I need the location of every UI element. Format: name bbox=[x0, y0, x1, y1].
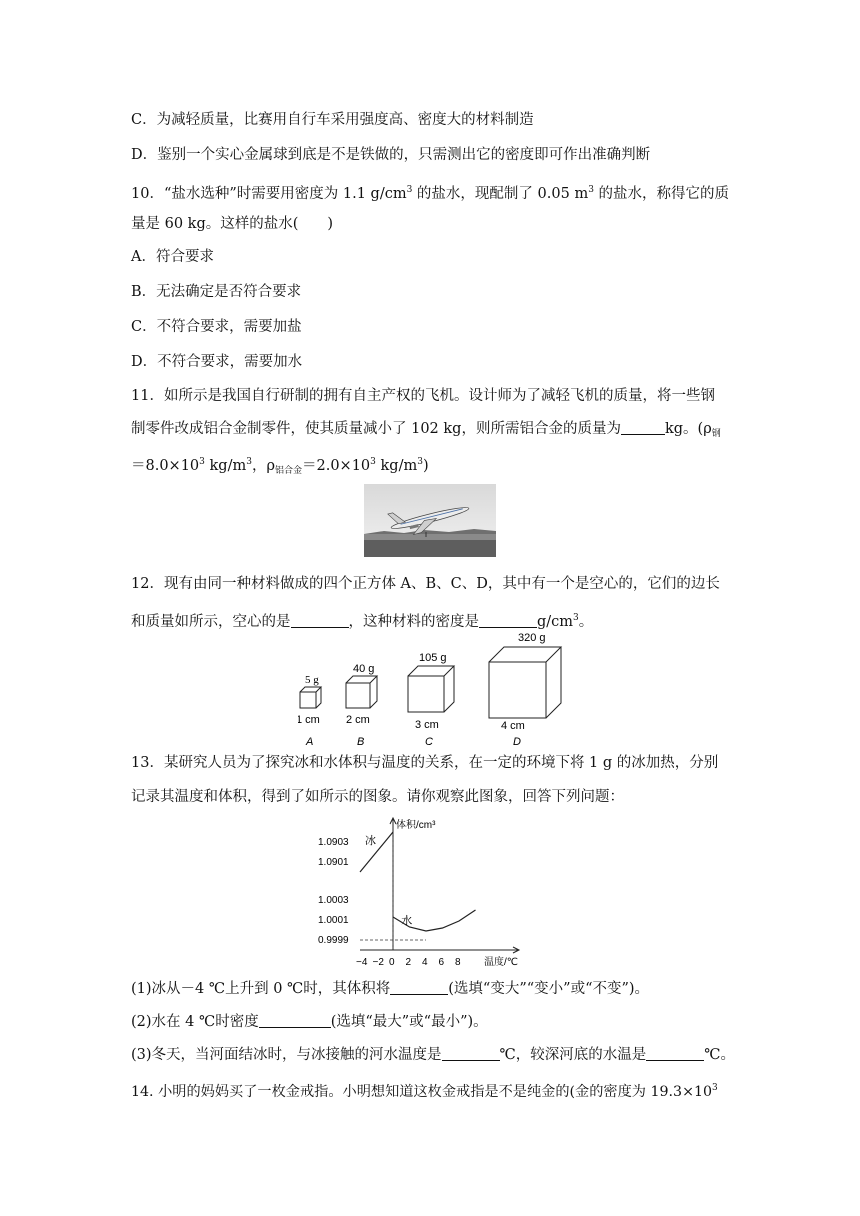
cube-a-mass: 5 g bbox=[305, 674, 319, 686]
q10-option-d: D．不符合要求，需要加水 bbox=[131, 354, 303, 370]
q11-text-g: kg/m bbox=[375, 458, 418, 474]
superscript: 3 bbox=[573, 613, 579, 623]
x-tick-label: 6 bbox=[438, 957, 445, 968]
answer-blank[interactable] bbox=[259, 1013, 331, 1028]
x-tick-label: 2 bbox=[405, 957, 412, 968]
x-tick-label: 0 bbox=[389, 957, 395, 968]
q11-stem-line1: 11．如所示是我国自行研制的拥有自主产权的飞机。设计师为了减轻飞机的质量，将一些钢 bbox=[131, 388, 715, 404]
ice-series-label: 冰 bbox=[364, 835, 376, 847]
cube-c-letter: C bbox=[425, 736, 433, 748]
q13-sub2-a: (2)水在 4 ℃时密度 bbox=[131, 1014, 259, 1030]
q11-text-d: kg/m bbox=[204, 458, 247, 474]
subscript: 钢 bbox=[711, 429, 721, 439]
y-tick-label: 1.0001 bbox=[318, 915, 349, 926]
q13-sub3-a: (3)冬天，当河面结冰时，与冰接触的河水温度是 bbox=[131, 1047, 442, 1063]
q9-option-c: C．为减轻质量，比赛用自行车采用强度高、密度大的材料制造 bbox=[131, 112, 534, 128]
cube-b-mass: 40 g bbox=[353, 663, 375, 675]
superscript: 3 bbox=[712, 1083, 718, 1093]
q13-sub1-b: (选填“变大”“变小”或“不变”)。 bbox=[448, 981, 650, 997]
y-tick-label: 1.0901 bbox=[318, 857, 349, 868]
q12-text-a: 和质量如所示，空心的是 bbox=[131, 614, 291, 630]
q12-text-b: ，这种材料的密度是 bbox=[348, 614, 479, 630]
q13-sub3 bbox=[131, 1045, 735, 1065]
q11-text-f: ＝2.0×10 bbox=[302, 458, 371, 474]
q13-sub1-a: (1)冰从－4 ℃上升到 0 ℃时，其体积将 bbox=[131, 981, 391, 997]
subscript: 铝合金 bbox=[274, 466, 302, 476]
q11-text-a: 制零件改成铝合金制零件，使其质量减小了 102 kg，则所需铝合金的质量为 bbox=[131, 421, 621, 437]
cube-b bbox=[346, 663, 377, 748]
cube-c-mass: 105 g bbox=[419, 652, 447, 664]
q10-stem-line2: 量是 60 kg。这样的盐水( ) bbox=[131, 216, 334, 232]
superscript: 3 bbox=[417, 457, 423, 467]
cubes-figure bbox=[298, 628, 576, 750]
superscript: 3 bbox=[370, 457, 376, 467]
x-tick-label: −2 bbox=[372, 957, 384, 968]
superscript: 3 bbox=[246, 457, 252, 467]
q11-text-c: ＝8.0×10 bbox=[131, 458, 200, 474]
volume-temperature-chart bbox=[318, 812, 534, 968]
answer-blank[interactable] bbox=[621, 420, 665, 435]
superscript: 3 bbox=[199, 457, 205, 467]
x-tick-label: −4 bbox=[356, 957, 368, 968]
q12-text-d: 。 bbox=[578, 614, 594, 630]
q13-stem-line1: 13．某研究人员为了探究冰和水体积与温度的关系，在一定的环境下将 1 g 的冰加热，分别 bbox=[131, 755, 719, 771]
q11-stem-line2 bbox=[131, 419, 721, 444]
answer-blank[interactable] bbox=[390, 980, 448, 995]
superscript: 3 bbox=[406, 185, 413, 195]
q10-option-b: B．无法确定是否符合要求 bbox=[131, 284, 302, 300]
y-tick-label: 0.9999 bbox=[318, 935, 349, 946]
cube-b-edge: 2 cm bbox=[346, 714, 370, 726]
answer-blank[interactable] bbox=[479, 613, 537, 628]
q13-sub3-c: ℃。 bbox=[704, 1047, 736, 1063]
answer-blank[interactable] bbox=[646, 1046, 704, 1061]
cube-d-edge: 4 cm bbox=[501, 720, 525, 732]
cube-a-letter: A bbox=[306, 736, 314, 748]
q10-text-a: 10．“盐水选种”时需要用密度为 1.1 g/cm bbox=[131, 186, 407, 202]
q10-text-b: 的盐水，现配制了 0.05 m bbox=[412, 186, 589, 202]
water-series-label: 水 bbox=[401, 915, 413, 927]
cube-d bbox=[489, 632, 561, 748]
airplane-photo bbox=[364, 484, 496, 557]
q10-option-c: C．不符合要求，需要加盐 bbox=[131, 319, 302, 335]
y-axis-label: 体积/cm³ bbox=[396, 820, 436, 831]
superscript: 3 bbox=[588, 185, 594, 195]
q12-stem-line1: 12．现有由同一种材料做成的四个正方体 A、B、C、D，其中有一个是空心的，它们的边长 bbox=[131, 576, 720, 592]
x-tick-label: 4 bbox=[422, 957, 428, 968]
q13-sub2 bbox=[131, 1012, 488, 1032]
q13-sub1 bbox=[131, 979, 649, 999]
q14-text: 14. 小明的妈妈买了一枚金戒指。小明想知道这枚金戒指是不是纯金的(金的密度为 19.3×10 bbox=[131, 1084, 713, 1100]
cube-d-letter: D bbox=[513, 736, 521, 748]
q14-stem-line1 bbox=[131, 1078, 718, 1102]
y-tick-label: 1.0003 bbox=[318, 895, 349, 906]
answer-blank[interactable] bbox=[291, 613, 349, 628]
q11-text-h: ) bbox=[422, 458, 429, 474]
q13-sub2-b: (选填“最大”或“最小”)。 bbox=[330, 1014, 488, 1030]
chart-svg bbox=[318, 812, 534, 968]
q12-text-c: g/cm bbox=[537, 614, 574, 630]
q10-option-a: A．符合要求 bbox=[131, 249, 214, 265]
q9-option-d: D．鉴别一个实心金属球到底是不是铁做的，只需测出它的密度即可作出准确判断 bbox=[131, 147, 651, 163]
cube-c bbox=[408, 652, 454, 748]
x-tick-label: 8 bbox=[455, 957, 461, 968]
cube-d-mass: 320 g bbox=[518, 632, 546, 644]
cube-a bbox=[298, 674, 321, 748]
cube-b-letter: B bbox=[357, 736, 365, 748]
q11-text-e: ，ρ bbox=[251, 458, 275, 474]
q13-sub3-b: ℃，较深河底的水温是 bbox=[499, 1047, 647, 1063]
y-tick-label: 1.0903 bbox=[318, 837, 349, 848]
q13-stem-line2: 记录其温度和体积，得到了如所示的图象。请你观察此图象，回答下列问题： bbox=[131, 789, 624, 805]
cube-a-edge: 1 cm bbox=[298, 714, 320, 726]
answer-blank[interactable] bbox=[442, 1046, 500, 1061]
q11-text-b: kg。(ρ bbox=[664, 421, 712, 437]
q10-text-c: 的盐水，称得它的质 bbox=[593, 186, 730, 202]
q10-stem-line1 bbox=[131, 180, 729, 204]
q11-stem-line3 bbox=[131, 452, 429, 481]
x-axis-label: 温度/℃ bbox=[484, 957, 519, 968]
cube-c-edge: 3 cm bbox=[415, 719, 439, 731]
